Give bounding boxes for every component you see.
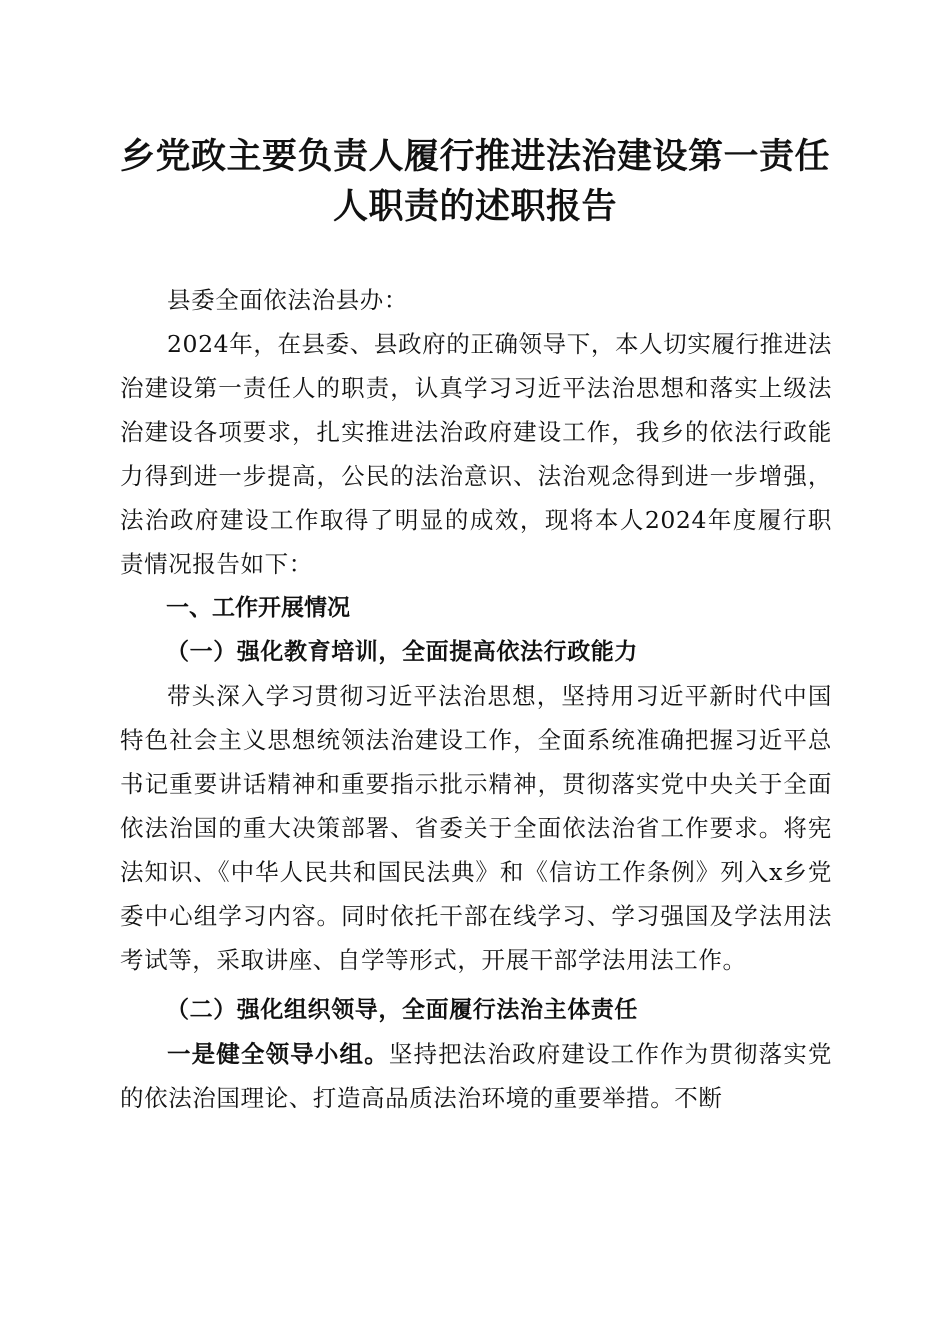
subsection-heading-1: （一）强化教育培训，全面提高依法行政能力 [166,638,638,665]
section-heading-1: 一、工作开展情况 [166,595,350,621]
salutation: 县委全面依法治县办： [167,286,408,314]
document-title [100,132,850,232]
document-body [120,278,832,1120]
title-line-1: 乡党政主要负责人履行推进法治建设第一责任 [119,137,830,177]
title-line-2: 人职责的述职报告 [332,187,617,227]
subsection-heading-2: （二）强化组织领导，全面履行法治主体责任 [166,996,638,1023]
subsection-2-text: 坚持把法治政府建设工作作为贯彻落实党的依法治国理论、打造高品质法治环境的重要举措。不断 [120,1040,832,1112]
intro-paragraph: 2024年，在县委、县政府的正确领导下，本人切实履行推进法治建设第一责任人的职责，认真学习习近平法治思想和落实上级法治建设各项要求，扎实推进法治政府建设工作，我乡的依法行政能力得到进一步提高，公民的法治意识、法治观念得到进一步增强，法治政府建设工作取得了明显的成效，现将本人2024年度履行职责情况报告如下： [120,330,832,578]
subsection-2-lead: 一是健全领导小组。 [167,1040,389,1068]
subsection-2-paragraph [120,1032,832,1120]
subsection-1-paragraph: 带头深入学习贯彻习近平法治思想，坚持用习近平新时代中国特色社会主义思想统领法治建设工作，全面系统准确把握习近平总书记重要讲话精神和重要指示批示精神，贯彻落实党中央关于全面依法治国的重大决策部署、省委关于全面依法治省工作要求。将宪法知识、《中华人民共和国民法典》和《信访工作条例》列入x乡党委中心组学习内容。同时依托干部在线学习、学习强国及学法用法考试等，采取讲座、自学等形式，开展干部学法用法工作。 [120,682,832,974]
